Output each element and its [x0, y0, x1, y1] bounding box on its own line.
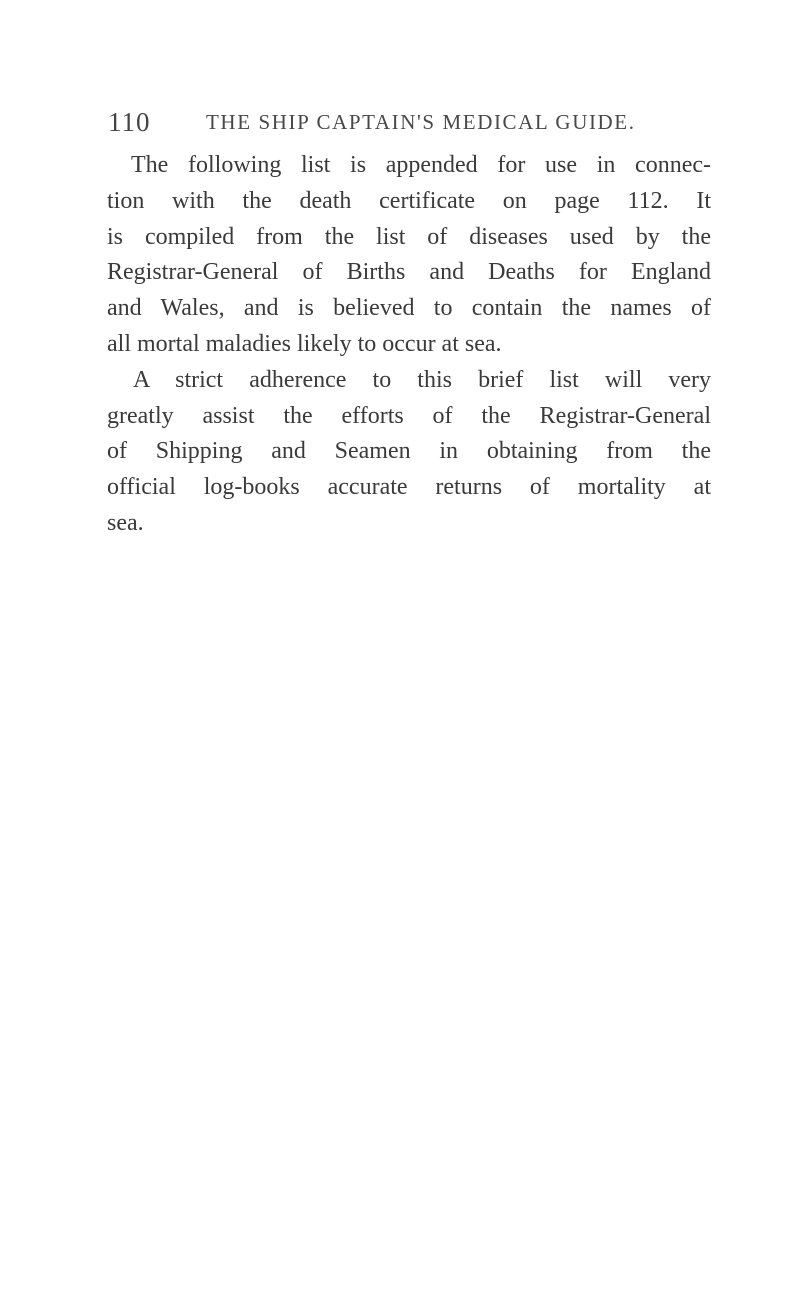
text-line: sea.	[107, 509, 144, 536]
text-line: all mortal maladies likely to occur at sea.	[107, 330, 502, 357]
running-title: THE SHIP CAPTAIN'S MEDICAL GUIDE.	[206, 110, 636, 134]
text-line: tion with the death certificate on page 112. It	[107, 187, 711, 214]
text-line: Registrar-General of Births and Deaths for England	[107, 259, 711, 286]
paragraph-1	[107, 148, 711, 363]
text-line: A strict adherence to this brief list will very	[133, 366, 711, 393]
text-body	[107, 148, 711, 542]
text-line: The following list is appended for use in connec-	[131, 152, 711, 178]
running-head	[108, 107, 708, 137]
text-line: is compiled from the list of diseases used by the	[107, 223, 711, 250]
paragraph-2	[107, 363, 711, 542]
page-number: 110	[108, 107, 151, 137]
text-line: greatly assist the efforts of the Registrar-General	[107, 402, 711, 429]
text-line: official log-books accurate returns of mortality at	[107, 474, 711, 501]
text-line: and Wales, and is believed to contain the names of	[107, 295, 711, 322]
text-line: of Shipping and Seamen in obtaining from the	[107, 438, 711, 465]
